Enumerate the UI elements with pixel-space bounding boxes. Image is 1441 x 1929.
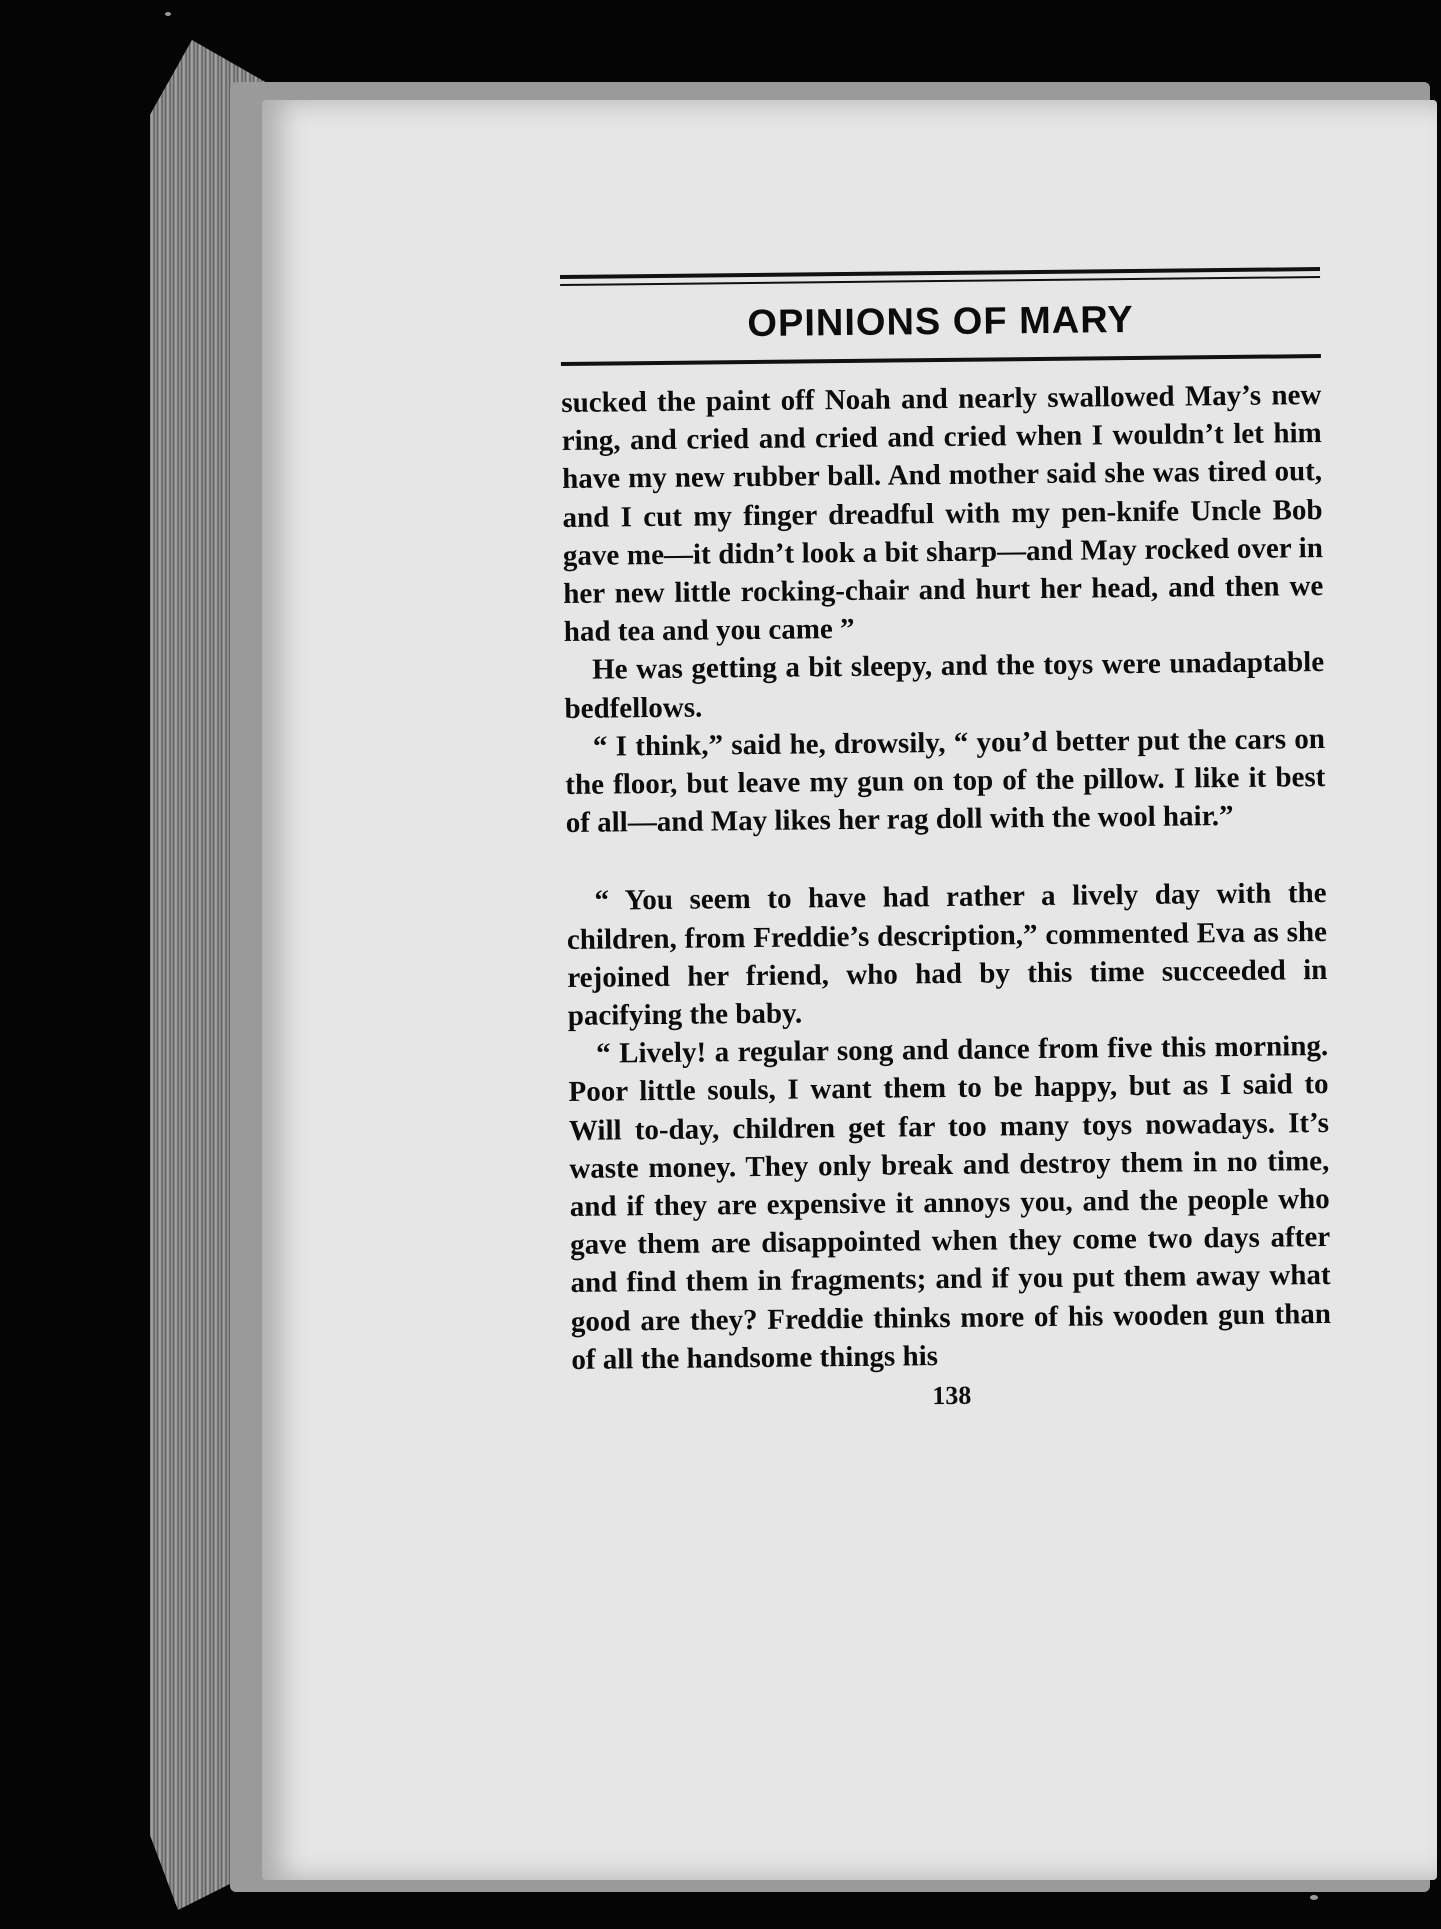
page-number: 138 bbox=[932, 1380, 972, 1411]
page-text-block bbox=[560, 267, 1335, 1675]
dust-speck bbox=[1310, 1895, 1318, 1900]
paragraph: “ Lively! a regular song and dance from five this morning. Poor little souls, I want them to be happy, but as I said to Will to-day, children get far too many toys nowadays. It’s waste money. They only break and destroy them in no time, and if they are expensive it annoys you, and the people who gave them are disappointed when they come two days after and find them in fragments; and if you put them away what good are they? Freddie thinks more of his wooden gun than of all the handsome things his bbox=[568, 1030, 1332, 1376]
paragraph: “ You seem to have had rather a lively day with the children, from Freddie’s description,” commented Eva as she rejoined her friend, who had by this time succeeded in pacifying the baby. bbox=[566, 877, 1328, 1033]
header-rule-bottom bbox=[561, 354, 1321, 366]
dust-speck bbox=[165, 12, 171, 16]
paragraph: sucked the paint off Noah and nearly swallowed May’s new ring, and cried and cried and cried when I wouldn’t let him have my new rubber ball. And mother said she was tired out, and I cut my finger dreadful with my pen-knife Uncle Bob gave me—it didn’t look a bit sharp—and May rocked over in her new little rocking-chair and hurt her head, and then we had tea and you came ” bbox=[561, 379, 1324, 649]
paragraph: “ I think,” said he, drowsily, “ you’d better put the cars on the floor, but leave my gun on top of the pillow. I like it best of all—and May likes her rag doll with the wool hair.” bbox=[565, 722, 1326, 840]
running-head: OPINIONS OF MARY bbox=[747, 298, 1134, 346]
body-text bbox=[561, 376, 1331, 1379]
paragraph: He was getting a bit sleepy, and the toys were unadaptable bedfellows. bbox=[564, 646, 1325, 725]
